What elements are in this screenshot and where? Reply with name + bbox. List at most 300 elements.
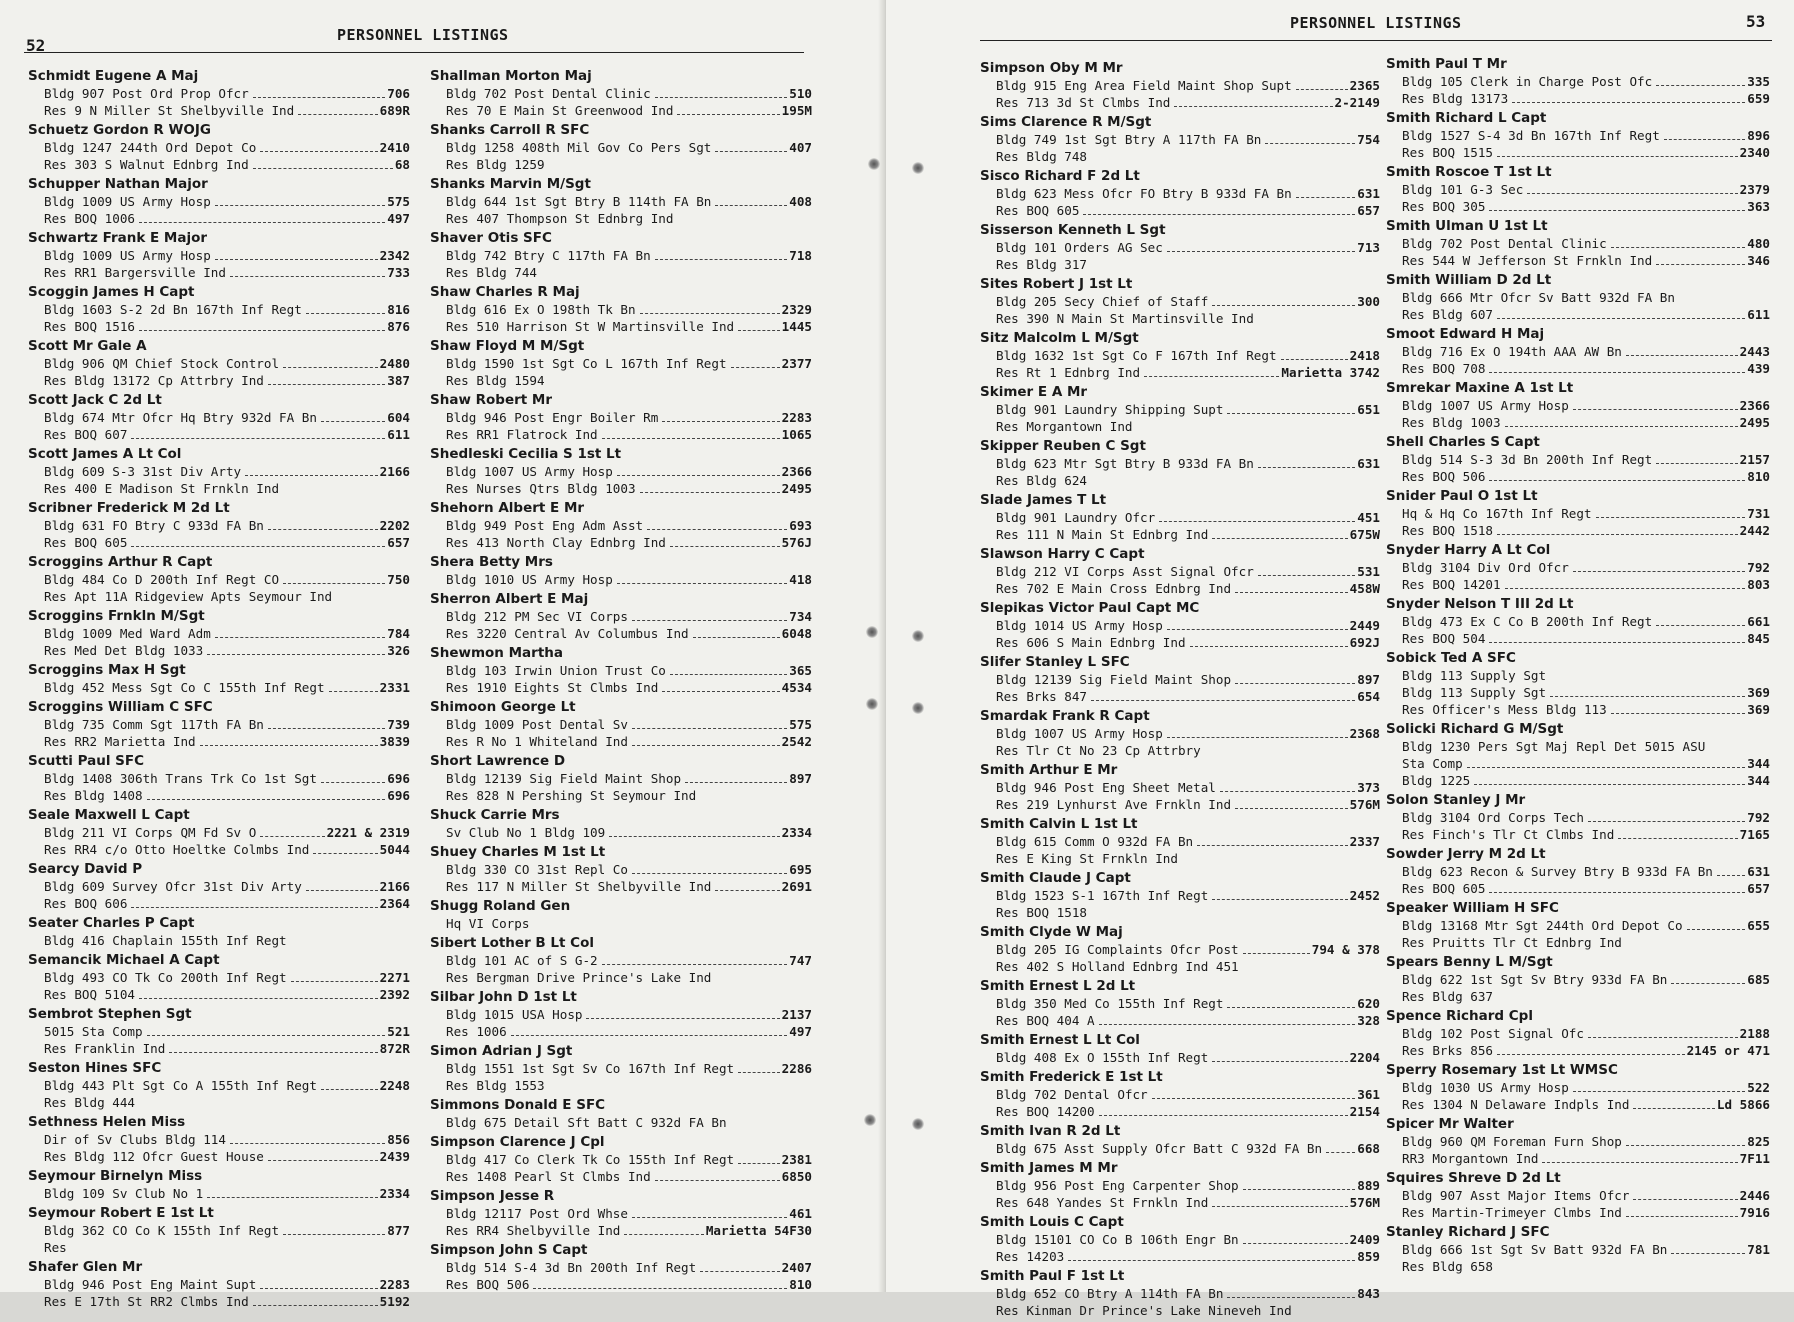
location-text: Res 303 S Walnut Ednbrg Ind [44,157,249,172]
location-text: Bldg 702 Post Dental Clinic [1402,236,1607,251]
leader-dots [321,1089,378,1090]
listing-line [430,210,812,227]
listing-line [980,509,1380,526]
listing-entry [980,330,1380,381]
location-text: Dir of Sv Clubs Bldg 114 [44,1132,226,1147]
location-text: Bldg 946 Post Eng Sheet Metal [996,780,1216,795]
listing-line [980,401,1380,418]
listing-line [1386,684,1770,701]
listing-line [28,139,410,156]
person-name: Snider Paul O 1st Lt [1386,488,1538,504]
leader-dots [1588,821,1745,822]
location-text: Bldg 675 Asst Supply Ofcr Batt C 932d FA Bn [996,1141,1323,1156]
phone-number: 631 [1357,456,1380,471]
leader-dots [131,546,385,547]
location-text: Res Bldg 607 [1402,307,1493,322]
leader-dots [1144,376,1279,377]
phone-number: 3839 [379,734,410,749]
location-text: Bldg 1010 US Army Hosp [446,572,613,587]
location-text: Sta Comp [1402,756,1463,771]
person-name: Shera Betty Mrs [430,554,553,570]
leader-dots [268,384,385,385]
leader-dots [253,97,386,98]
location-text: Res Bldg 317 [996,257,1087,272]
listing-entry [1386,954,1770,1005]
location-text: Bldg 205 IG Complaints Ofcr Post [996,942,1239,957]
listing-line [430,534,812,551]
phone-number: Marietta 54F30 [705,1223,812,1238]
phone-number: 7165 [1739,827,1770,842]
leader-dots [230,1143,385,1144]
phone-number: 365 [789,663,812,678]
location-text: Bldg 1603 S-2 2d Bn 167th Inf Regt [44,302,302,317]
person-name: Smith Ernest L Lt Col [980,1032,1140,1048]
phone-number: 576J [781,535,812,550]
listing-line [980,725,1380,742]
listing-entry [28,1060,410,1111]
location-text: Res BOQ 506 [446,1277,530,1292]
location-text: Res Bldg 1259 [446,157,545,172]
listing-line [980,904,1380,921]
listing-line [28,841,410,858]
phone-number: 731 [1747,506,1770,521]
person-name: Semancik Michael A Capt [28,952,220,968]
leader-dots [1512,102,1745,103]
person-name: Smoot Edward H Maj [1386,326,1545,342]
listing-line [28,895,410,912]
location-text: Bldg 1009 US Army Hosp [44,248,211,263]
location-text: Res 400 E Madison St Frnkln Ind [44,481,280,496]
listing-line [430,824,812,841]
listing-line [430,372,812,389]
leader-dots [313,853,377,854]
listing-line [1386,468,1770,485]
phone-number: 2283 [781,410,812,425]
person-name: Shehorn Albert E Mr [430,500,585,516]
listing-line [430,1077,812,1094]
phone-number: 2283 [379,1277,410,1292]
leader-dots [662,691,779,692]
listing-line [430,1114,812,1131]
listing-line [430,480,812,497]
leader-dots [715,205,787,206]
listing-entry [430,645,812,696]
person-name: Slepikas Victor Paul Capt MC [980,600,1200,616]
leader-dots [700,1271,779,1272]
phone-number: 2157 [1739,452,1770,467]
person-name: Silbar John D 1st Lt [430,989,577,1005]
leader-dots [738,1163,780,1164]
leader-dots [602,964,788,965]
person-name: Slawson Harry C Capt [980,546,1145,562]
phone-number: 2368 [1349,726,1380,741]
leader-dots [215,637,385,638]
leader-dots [207,1197,377,1198]
listing-line [28,463,410,480]
listing-line [1386,397,1770,414]
leader-dots [1167,629,1348,630]
phone-number: 654 [1357,689,1380,704]
listing-line [28,1276,410,1293]
leader-dots [131,438,385,439]
leader-dots [1611,247,1746,248]
phone-number: 693 [789,518,812,533]
listing-line [430,247,812,264]
listing-entry [430,392,812,443]
listing-line [430,770,812,787]
location-text: Bldg 416 Chaplain 155th Inf Regt [44,933,287,948]
person-name: Sisco Richard F 2d Lt [980,168,1140,184]
location-text: Bldg 616 Ex O 198th Tk Bn [446,302,636,317]
location-text: Res Bldg 13173 [1402,91,1509,106]
leader-dots [1633,1199,1737,1200]
leader-dots [283,1234,385,1235]
phone-number: 2337 [1349,834,1380,849]
location-text: Bldg 12139 Sig Field Maint Shop [996,672,1232,687]
phone-number: 2407 [781,1260,812,1275]
phone-number: 2495 [781,481,812,496]
leader-dots [1656,85,1745,86]
location-text: Res E 17th St RR2 Clmbs Ind [44,1294,249,1309]
listing-line [28,1185,410,1202]
location-text: Bldg 443 Plt Sgt Co A 155th Inf Regt [44,1078,317,1093]
listing-line [980,1012,1380,1029]
listing-line [28,588,410,605]
leader-dots [283,367,378,368]
location-text: Bldg 13168 Mtr Sgt 244th Ord Depot Co [1402,918,1683,933]
listing-entry [28,122,410,173]
listing-entry [28,68,410,119]
leader-dots [738,1072,780,1073]
location-text: Res 117 N Miller St Shelbyville Ind [446,879,712,894]
location-text: Res 407 Thompson St Ednbrg Ind [446,211,674,226]
listing-entry [1386,900,1770,951]
phone-number: 2381 [781,1152,812,1167]
phone-number: 897 [1357,672,1380,687]
leader-dots [1227,413,1355,414]
listing-line [1386,559,1770,576]
phone-number: 2691 [781,879,812,894]
leader-dots [715,151,787,152]
leader-dots [1656,463,1737,464]
binding-hole [912,1118,924,1130]
listing-line [28,1040,410,1057]
location-text: Res Bldg 1003 [1402,415,1501,430]
phone-number: 2-2149 [1334,95,1380,110]
location-text: Res 544 W Jefferson St Frnkln Ind [1402,253,1653,268]
location-text: Res Nurses Qtrs Bldg 1003 [446,481,636,496]
phone-number: 2442 [1739,523,1770,538]
listing-line [980,256,1380,273]
listing-entry [980,654,1380,705]
listing-line [430,861,812,878]
leader-dots [1212,538,1347,539]
location-text: Bldg 907 Asst Major Items Ofcr [1402,1188,1630,1203]
leader-dots [1588,1037,1738,1038]
leader-dots [1235,808,1348,809]
location-text: Bldg 1009 Post Dental Sv [446,717,628,732]
phone-number: 1445 [781,319,812,334]
listing-line [1386,198,1770,215]
location-text: Bldg 362 CO Co K 155th Inf Regt [44,1223,280,1238]
phone-number: 620 [1357,996,1380,1011]
location-text: Bldg 514 S-4 3d Bn 200th Inf Regt [446,1260,697,1275]
location-text: Bldg 3104 Div Ord Ofcr [1402,560,1569,575]
person-name: Shell Charles S Capt [1386,434,1540,450]
listing-line [1386,414,1770,431]
phone-number: 326 [387,643,410,658]
header-rule [980,40,1772,41]
leader-dots [632,728,787,729]
leader-dots [1326,1152,1355,1153]
listing-line [1386,90,1770,107]
phone-number: 611 [1747,307,1770,322]
leader-dots [1235,683,1355,684]
location-text: Hq & Hq Co 167th Inf Regt [1402,506,1592,521]
location-text: Res Bldg 112 Ofcr Guest House [44,1149,264,1164]
person-name: Smith Ivan R 2d Lt [980,1123,1121,1139]
leader-dots [1687,929,1746,930]
leader-dots [1656,625,1745,626]
listing-line [430,264,812,281]
listing-entry [430,230,812,281]
leader-dots [511,1035,788,1036]
listing-entry [28,662,410,696]
location-text: Bldg 3104 Ord Corps Tech [1402,810,1584,825]
location-text: Bldg 631 FO Btry C 933d FA Bn [44,518,264,533]
leader-dots [1258,467,1355,468]
listing-entry [430,554,812,588]
location-text: Res 111 N Main St Ednbrg Ind [996,527,1209,542]
phone-number: 692J [1349,635,1380,650]
location-text: Res RR4 Shelbyville Ind [446,1223,621,1238]
location-text: Res BOQ 14201 [1402,577,1501,592]
phone-number: 2166 [379,464,410,479]
phone-number: 651 [1357,402,1380,417]
location-text: Bldg 101 Orders AG Sec [996,240,1163,255]
phone-number: 458W [1349,581,1380,596]
leader-dots [1626,355,1738,356]
phone-number: 5044 [379,842,410,857]
location-text: RR3 Morgantown Ind [1402,1151,1539,1166]
person-name: Smith Richard L Capt [1386,110,1547,126]
leader-dots [640,313,780,314]
phone-number: 369 [1747,702,1770,717]
phone-number: 2137 [781,1007,812,1022]
person-name: Solon Stanley J Mr [1386,792,1526,808]
phone-number: 439 [1747,361,1770,376]
leader-dots [1633,1108,1714,1109]
page-header: PERSONNEL LISTINGS [1290,14,1462,32]
person-name: Smith William D 2d Lt [1386,272,1552,288]
phone-number: 750 [387,572,410,587]
phone-number: 2334 [379,1186,410,1201]
binding-hole [912,702,924,714]
location-text: Res 828 N Pershing St Seymour Ind [446,788,697,803]
listing-line [28,426,410,443]
phone-number: 2342 [379,248,410,263]
listing-line [28,824,410,841]
listing-line [28,1239,410,1256]
phone-number: 2542 [781,734,812,749]
leader-dots [1596,517,1746,518]
leader-dots [215,259,378,260]
leader-dots [1573,571,1745,572]
location-text: Res BOQ 605 [44,535,128,550]
listing-line [1386,451,1770,468]
leader-dots [260,151,377,152]
location-text: Bldg 113 Supply Sgt [1402,668,1547,683]
listing-line [980,941,1380,958]
listing-line [28,1148,410,1165]
phone-number: 2154 [1349,1104,1380,1119]
phone-number: 2439 [379,1149,410,1164]
person-name: Simpson Oby M Mr [980,60,1123,76]
binding-hole [866,698,878,710]
listing-line [28,355,410,372]
listing-line [980,1140,1380,1157]
listing-line [28,986,410,1003]
listing-line [980,310,1380,327]
phone-number: 2495 [1739,415,1770,430]
listing-line [1386,863,1770,880]
location-text: Res BOQ 1518 [996,905,1087,920]
leader-dots [321,421,385,422]
listing-line [430,156,812,173]
listing-line [430,318,812,335]
location-text: Bldg 1030 US Army Hosp [1402,1080,1569,1095]
person-name: Smith Roscoe T 1st Lt [1386,164,1552,180]
location-text: Bldg 1632 1st Sgt Co F 167th Inf Regt [996,348,1277,363]
location-text: Bldg 906 QM Chief Stock Control [44,356,280,371]
leader-dots [1717,875,1745,876]
location-text: Bldg 101 AC of S G-2 [446,953,598,968]
phone-number: 2364 [379,896,410,911]
listing-line [28,156,410,173]
location-text: Res Bldg 658 [1402,1259,1493,1274]
location-text: Bldg 514 S-3 3d Bn 200th Inf Regt [1402,452,1653,467]
location-text: Bldg 901 Laundry Ofcr [996,510,1156,525]
person-name: Spence Richard Cpl [1386,1008,1533,1024]
leader-dots [617,475,780,476]
leader-dots [306,890,378,891]
listing-entry [1386,846,1770,897]
listing-line [430,139,812,156]
listing-line [430,952,812,969]
location-text: Res Bldg 637 [1402,989,1493,1004]
phone-number: 655 [1747,918,1770,933]
location-text: Res Brks 847 [996,689,1087,704]
leader-dots [169,1052,377,1053]
phone-number: 733 [387,265,410,280]
phone-number: 2188 [1739,1026,1770,1041]
phone-number: 369 [1747,685,1770,700]
leader-dots [1542,1162,1737,1163]
leader-dots [1227,1297,1355,1298]
listing-line [1386,988,1770,1005]
leader-dots [245,475,378,476]
location-text: Res 510 Harrison St W Martinsville Ind [446,319,735,334]
person-name: Sherron Albert E Maj [430,591,589,607]
listing-entry [1386,1170,1770,1221]
listing-line [1386,667,1770,684]
leader-dots [1527,193,1737,194]
phone-number: 346 [1747,253,1770,268]
listing-line [1386,880,1770,897]
phone-number: 718 [789,248,812,263]
listing-entry [1386,326,1770,377]
location-text: Bldg 675 Detail Sft Batt C 932d FA Bn [446,1115,727,1130]
leader-dots [268,529,378,530]
phone-number: 5192 [379,1294,410,1309]
listing-line [430,1006,812,1023]
location-text: Bldg 484 Co D 200th Inf Regt CO [44,572,280,587]
phone-number: 2204 [1349,1050,1380,1065]
location-text: Bldg 1225 [1402,773,1471,788]
phone-number: 876 [387,319,410,334]
listing-entry [1386,721,1770,789]
location-text: Bldg 212 VI Corps Asst Signal Ofcr [996,564,1254,579]
listing-entry [430,591,812,642]
phone-number: 784 [387,626,410,641]
listing-line [980,779,1380,796]
person-name: Simpson John S Capt [430,1242,588,1258]
listing-line [430,301,812,318]
listing-line [28,787,410,804]
phone-number: 531 [1357,564,1380,579]
location-text: Res 3220 Central Av Columbus Ind [446,626,689,641]
phone-number: 739 [387,717,410,732]
phone-number: 521 [387,1024,410,1039]
location-text: Res 1304 N Delaware Indpls Ind [1402,1097,1630,1112]
location-text: Bldg 949 Post Eng Adm Asst [446,518,644,533]
listing-entry [430,1188,812,1239]
person-name: Scutti Paul SFC [28,753,145,769]
leader-dots [586,1018,779,1019]
listing-line [1386,755,1770,772]
leader-dots [1258,575,1355,576]
listing-line [28,1293,410,1310]
location-text: Bldg 946 Post Engr Boiler Rm [446,410,659,425]
listing-entry [28,861,410,912]
phone-number: 843 [1357,1286,1380,1301]
listing-line [28,102,410,119]
leader-dots [1505,588,1746,589]
phone-number: 522 [1747,1080,1770,1095]
location-text: Bldg 330 CO 31st Repl Co [446,862,628,877]
listing-entry [28,554,410,605]
leader-dots [147,1035,386,1036]
listing-line [1386,235,1770,252]
listing-line [430,85,812,102]
listing-line [980,563,1380,580]
location-text: Res 14203 [996,1249,1065,1264]
leader-dots [1212,305,1355,306]
person-name: Shewmon Martha [430,645,563,661]
listing-line [28,969,410,986]
leader-dots [1212,899,1347,900]
leader-dots [1497,1054,1685,1055]
phone-number: 734 [789,609,812,624]
person-name: Slade James T Lt [980,492,1107,508]
binding-hole [864,1114,876,1126]
location-text: Res Kinman Dr Prince's Lake Nineveh Ind [996,1303,1292,1318]
listing-line [980,185,1380,202]
listing-line [980,580,1380,597]
location-text: Hq VI Corps [446,916,530,931]
leader-dots [1489,892,1745,893]
listing-entry [28,446,410,497]
